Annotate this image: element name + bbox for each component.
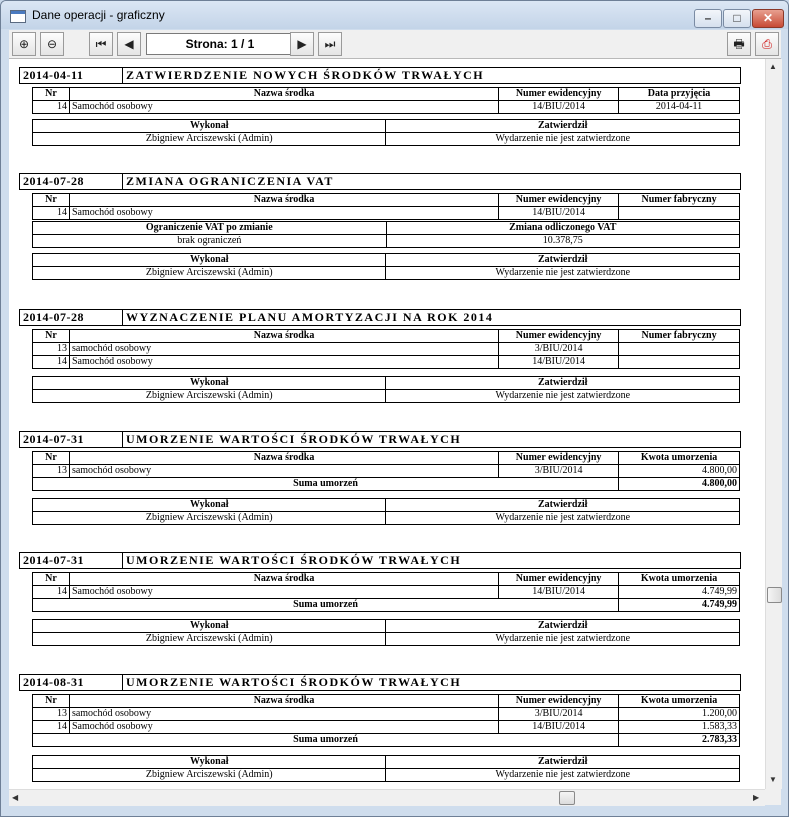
operation-header	[19, 552, 741, 569]
operation-header	[19, 67, 741, 84]
vertical-scrollbar[interactable]	[765, 59, 782, 789]
col-zatwierdzil: Zatwierdził	[386, 377, 740, 390]
sum-label: Suma umorzeń	[33, 478, 619, 491]
zatwierdzil-value: Wydarzenie nie jest zatwierdzone	[386, 633, 740, 646]
cell-nazwa: Samochód osobowy	[69, 721, 498, 734]
signature-table	[32, 253, 740, 280]
table-row	[33, 101, 740, 114]
wykonal-value: Zbigniew Arciszewski (Admin)	[33, 133, 386, 146]
sum-row	[33, 599, 740, 612]
operation-name: UMORZENIE WARTOŚCI ŚRODKÓW TRWAŁYCH	[122, 432, 461, 447]
previous-page-button[interactable]	[117, 32, 141, 56]
col-nr: Nr	[33, 452, 70, 465]
col-nazwa: Nazwa środka	[69, 695, 498, 708]
close-button[interactable]	[752, 9, 784, 28]
col-nazwa: Nazwa środka	[69, 88, 498, 101]
assets-table	[32, 694, 740, 747]
wykonal-value: Zbigniew Arciszewski (Admin)	[33, 512, 386, 525]
col-nr: Nr	[33, 88, 70, 101]
col-kwota: Kwota umorzenia	[619, 695, 740, 708]
cell-nr: 14	[33, 356, 70, 369]
col-numer-fabryczny: Numer fabryczny	[619, 194, 740, 207]
previous-page-icon: ◀	[124, 37, 134, 51]
cell-numer: 14/BIU/2014	[499, 207, 619, 220]
cell-kwota: 4.800,00	[619, 465, 740, 478]
zoom-in-button[interactable]	[12, 32, 36, 56]
assets-table	[32, 572, 740, 612]
col-numer: Numer ewidencyjny	[499, 452, 619, 465]
cell-nr: 13	[33, 708, 70, 721]
operation-name: WYZNACZENIE PLANU AMORTYZACJI NA ROK 2014	[122, 310, 493, 325]
col-wykonal: Wykonał	[33, 620, 386, 633]
title-bar	[1, 1, 788, 29]
col-numer: Numer ewidencyjny	[499, 88, 619, 101]
sum-label: Suma umorzeń	[33, 734, 619, 747]
cell-numer: 14/BIU/2014	[499, 721, 619, 734]
signature-table	[32, 498, 740, 525]
col-zmiana: Zmiana odliczonego VAT	[386, 222, 739, 235]
sum-row	[33, 734, 740, 747]
operation-header	[19, 173, 741, 190]
printer-icon: 🖶	[733, 37, 745, 51]
sum-row	[33, 478, 740, 491]
cell-nazwa: Samochód osobowy	[69, 586, 498, 599]
sum-value: 2.783,33	[619, 734, 740, 747]
signature-table	[32, 619, 740, 646]
col-numer: Numer ewidencyjny	[499, 573, 619, 586]
zoom-out-button[interactable]	[40, 32, 64, 56]
scroll-left-icon[interactable]: ◀	[12, 793, 19, 802]
col-zatwierdzil: Zatwierdził	[386, 620, 740, 633]
cell-nazwa: Samochód osobowy	[69, 101, 498, 114]
col-nr: Nr	[33, 573, 70, 586]
last-page-icon: ⏭	[324, 37, 336, 51]
cell-numer: 3/BIU/2014	[499, 343, 619, 356]
first-page-icon: ⏮	[95, 37, 107, 51]
col-nr: Nr	[33, 695, 70, 708]
scroll-up-icon[interactable]: ▲	[769, 62, 777, 71]
operation-name: ZATWIERDZENIE NOWYCH ŚRODKÓW TRWAŁYCH	[122, 68, 484, 83]
cell-kwota: 1.200,00	[619, 708, 740, 721]
cell-nr: 14	[33, 101, 70, 114]
signature-table	[32, 376, 740, 403]
table-row	[33, 356, 740, 369]
col-wykonal: Wykonał	[33, 120, 386, 133]
col-nazwa: Nazwa środka	[69, 452, 498, 465]
col-zatwierdzil: Zatwierdził	[386, 120, 740, 133]
zoom-in-icon: ⊕	[18, 37, 30, 51]
col-zatwierdzil: Zatwierdził	[386, 756, 740, 769]
table-row	[33, 586, 740, 599]
scroll-right-icon[interactable]: ▶	[753, 793, 760, 802]
assets-table	[32, 451, 740, 491]
ograniczenie-value: brak ograniczeń	[33, 235, 387, 248]
zmiana-value: 10.378,75	[386, 235, 739, 248]
table-row	[33, 343, 740, 356]
cell-numer: 14/BIU/2014	[499, 356, 619, 369]
cell-numer-fabryczny	[619, 356, 740, 369]
cell-nr: 14	[33, 207, 70, 220]
cell-nazwa: samochód osobowy	[69, 343, 498, 356]
operation-header	[19, 674, 741, 691]
print-button[interactable]	[727, 32, 751, 56]
page-indicator: Strona: 1 / 1	[146, 33, 294, 55]
cell-nr: 14	[33, 586, 70, 599]
wykonal-value: Zbigniew Arciszewski (Admin)	[33, 633, 386, 646]
horizontal-scrollbar[interactable]	[9, 789, 765, 806]
col-kwota: Kwota umorzenia	[619, 573, 740, 586]
window-title: Dane operacji - graficzny	[32, 8, 165, 22]
assets-table	[32, 87, 740, 114]
col-zatwierdzil: Zatwierdził	[386, 254, 740, 267]
first-page-button[interactable]	[89, 32, 113, 56]
col-kwota: Kwota umorzenia	[619, 452, 740, 465]
zatwierdzil-value: Wydarzenie nie jest zatwierdzone	[386, 267, 740, 280]
col-wykonal: Wykonał	[33, 254, 386, 267]
cell-nazwa: samochód osobowy	[69, 465, 498, 478]
signature-table	[32, 119, 740, 146]
cell-nr: 13	[33, 465, 70, 478]
cell-kwota: 1.583,33	[619, 721, 740, 734]
operation-date: 2014-07-31	[23, 432, 84, 446]
operation-date: 2014-07-31	[23, 553, 84, 567]
table-row	[33, 465, 740, 478]
cell-numer: 3/BIU/2014	[499, 465, 619, 478]
operation-header	[19, 431, 741, 448]
cell-nr: 14	[33, 721, 70, 734]
toolbar	[9, 30, 781, 59]
col-wykonal: Wykonał	[33, 499, 386, 512]
operation-date: 2014-04-11	[23, 68, 84, 82]
cell-numer: 14/BIU/2014	[499, 101, 619, 114]
col-zatwierdzil: Zatwierdził	[386, 499, 740, 512]
col-nazwa: Nazwa środka	[69, 573, 498, 586]
report-page	[9, 59, 765, 789]
vat-table	[32, 221, 740, 248]
cell-kwota: 4.749,99	[619, 586, 740, 599]
zatwierdzil-value: Wydarzenie nie jest zatwierdzone	[386, 512, 740, 525]
col-nr: Nr	[33, 194, 70, 207]
operation-date: 2014-07-28	[23, 174, 84, 188]
cell-numer-fabryczny	[619, 343, 740, 356]
operation-name: UMORZENIE WARTOŚCI ŚRODKÓW TRWAŁYCH	[122, 553, 461, 568]
col-nazwa: Nazwa środka	[69, 194, 498, 207]
col-numer: Numer ewidencyjny	[499, 695, 619, 708]
col-numer-fabryczny: Numer fabryczny	[619, 330, 740, 343]
next-page-button[interactable]	[290, 32, 314, 56]
cell-data: 2014-04-11	[619, 101, 740, 114]
assets-table	[32, 193, 740, 220]
operation-header	[19, 309, 741, 326]
signature-table	[32, 755, 740, 782]
col-data-przyjecia: Data przyjęcia	[619, 88, 740, 101]
window-app-icon	[10, 10, 26, 23]
wykonal-value: Zbigniew Arciszewski (Admin)	[33, 267, 386, 280]
pdf-icon: ⎙	[762, 37, 772, 51]
col-wykonal: Wykonał	[33, 756, 386, 769]
maximize-icon: □	[733, 11, 741, 25]
maximize-button[interactable]	[723, 9, 751, 28]
operation-name: UMORZENIE WARTOŚCI ŚRODKÓW TRWAŁYCH	[122, 675, 461, 690]
zatwierdzil-value: Wydarzenie nie jest zatwierdzone	[386, 390, 740, 403]
col-nazwa: Nazwa środka	[69, 330, 498, 343]
next-page-icon: ▶	[297, 37, 307, 51]
zatwierdzil-value: Wydarzenie nie jest zatwierdzone	[386, 133, 740, 146]
table-row	[33, 708, 740, 721]
sum-value: 4.749,99	[619, 599, 740, 612]
minimize-button[interactable]	[694, 9, 722, 28]
vertical-scroll-thumb[interactable]	[767, 587, 782, 603]
sum-value: 4.800,00	[619, 478, 740, 491]
cell-nazwa: Samochód osobowy	[69, 356, 498, 369]
operation-date: 2014-07-28	[23, 310, 84, 324]
scrollbar-corner	[765, 789, 781, 805]
cell-numer: 14/BIU/2014	[499, 586, 619, 599]
cell-numer: 3/BIU/2014	[499, 708, 619, 721]
table-row	[33, 207, 740, 220]
col-numer: Numer ewidencyjny	[499, 330, 619, 343]
operation-name: ZMIANA OGRANICZENIA VAT	[122, 174, 334, 189]
scroll-down-icon[interactable]: ▼	[769, 775, 777, 784]
wykonal-value: Zbigniew Arciszewski (Admin)	[33, 390, 386, 403]
col-wykonal: Wykonał	[33, 377, 386, 390]
cell-numer-fabryczny	[619, 207, 740, 220]
cell-nazwa: samochód osobowy	[69, 708, 498, 721]
col-ograniczenie: Ograniczenie VAT po zmianie	[33, 222, 387, 235]
zatwierdzil-value: Wydarzenie nie jest zatwierdzone	[386, 769, 740, 782]
table-row	[33, 721, 740, 734]
cell-nr: 13	[33, 343, 70, 356]
cell-nazwa: Samochód osobowy	[69, 207, 498, 220]
operation-date: 2014-08-31	[23, 675, 84, 689]
zoom-out-icon: ⊖	[46, 37, 58, 51]
wykonal-value: Zbigniew Arciszewski (Admin)	[33, 769, 386, 782]
col-numer: Numer ewidencyjny	[499, 194, 619, 207]
horizontal-scroll-thumb[interactable]	[559, 791, 575, 805]
col-nr: Nr	[33, 330, 70, 343]
assets-table	[32, 329, 740, 369]
sum-label: Suma umorzeń	[33, 599, 619, 612]
close-icon: ✕	[762, 11, 774, 25]
export-pdf-button[interactable]	[755, 32, 779, 56]
minimize-icon: –	[704, 11, 712, 25]
last-page-button[interactable]	[318, 32, 342, 56]
